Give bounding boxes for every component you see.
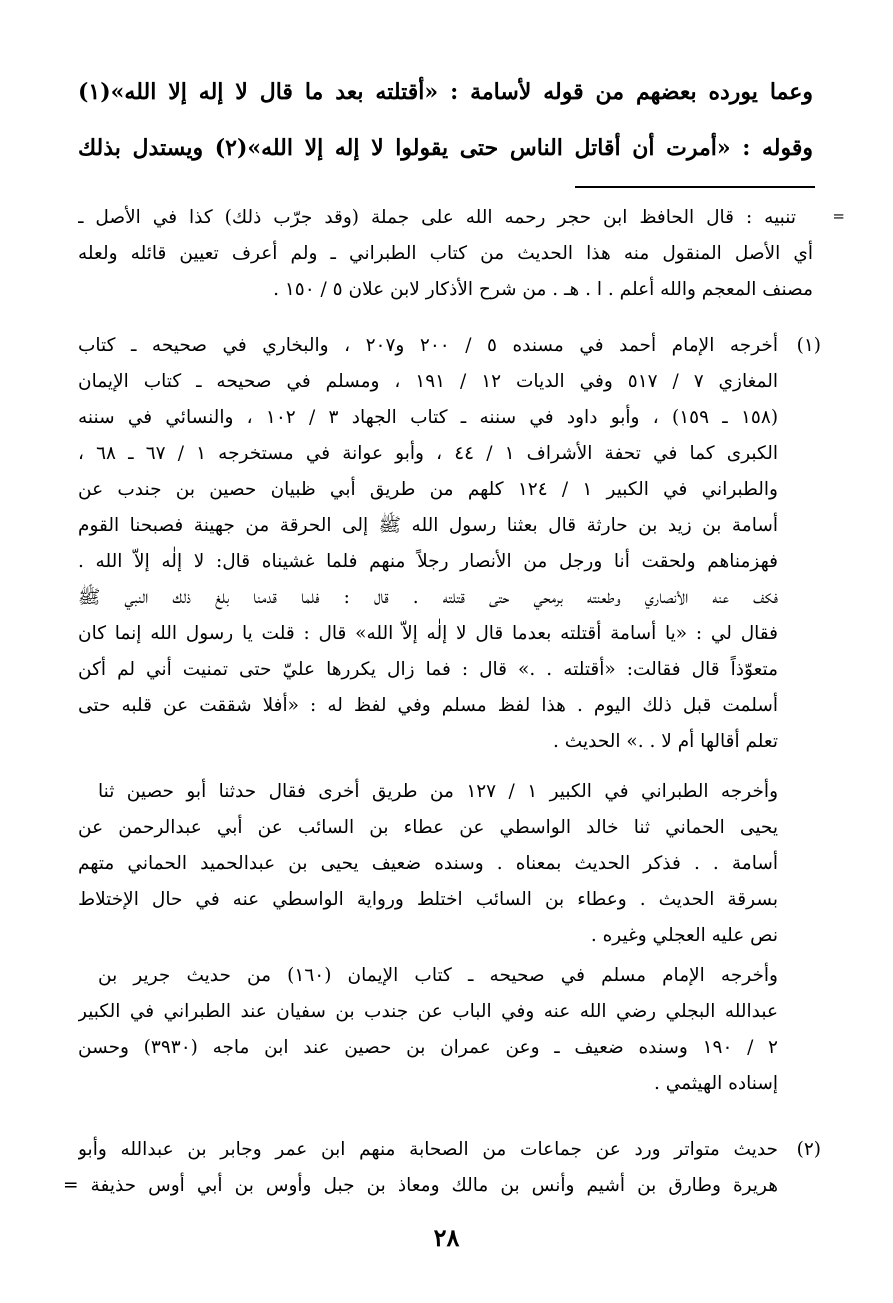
- note-line: مصنف المعجم والله أعلم . ا . هـ . من شرح الأذكار لابن علان ٥ / ١٥٠ .: [273, 279, 813, 300]
- main-text-line: وعما يورده بعضهم من قوله لأسامة : «أقتلته بعد ما قال لا إله إلا الله»(١): [78, 79, 813, 105]
- footnote-line: فقال لي : «يا أسامة أقتلته بعدما قال لا إلٰه إلاّ الله» قال : قلت يا رسول الله إنما كان: [78, 623, 778, 644]
- footnote-line: والطبراني في الكبير ١ / ١٢٤ كلهم من طريق أبي ظبيان حصين بن جندب عن: [78, 479, 778, 500]
- footnote-line: الكبرى كما في تحفة الأشراف ١ / ٤٤ ، وأبو عوانة في مستخرجه ١ / ٦٧ ـ ٦٨ ،: [78, 443, 778, 464]
- footnote-line: المغازي ٧ / ٥١٧ وفي الديات ١٢ / ١٩١ ، ومسلم في صحيحه ـ كتاب الإيمان: [78, 371, 778, 392]
- footnote-line: هريرة وطارق بن أشيم وأنس بن مالك ومعاذ بن جبل وأوس بن أبي أوس حذيفة =: [63, 1175, 778, 1196]
- footnote-line: أسلمت قبل ذلك اليوم . هذا لفظ مسلم وفي لفظ له : «أفلا شققت عن قلبه حتى: [78, 695, 778, 716]
- footnote-line: وأخرجه الإمام مسلم في صحيحه ـ كتاب الإيمان (١٦٠) من حديث جرير بن: [98, 965, 778, 986]
- footnote-line: نص عليه العجلي وغيره .: [590, 925, 778, 946]
- continuation-mark: =: [832, 207, 845, 225]
- footnote-line: حديث متواتر ورد عن جماعات من الصحابة منهم ابن عمر وجابر بن عبدالله وأبو: [78, 1139, 778, 1160]
- footnote-separator: [575, 186, 815, 188]
- note-line: تنبيه : قال الحافظ ابن حجر رحمه الله على جملة (وقد جرّب ذلك) كذا في الأصل ـ: [78, 207, 796, 228]
- footnote-number: (٢): [796, 1139, 821, 1160]
- footnote-number: (١): [796, 335, 821, 356]
- footnote-line: فكف عنه الأنصاري وطعنته برمحي حتى قتلته . قال : فلما قدمنا بلغ ذلك النبي ﷺ: [78, 587, 778, 608]
- footnote-line: فهزمناهم ولحقت أنا ورجل من الأنصار رجلاً منهم فلما غشيناه قال: لا إلٰه إلاّ الله .: [78, 551, 778, 572]
- main-text-line: وقوله : «أمرت أن أقاتل الناس حتى يقولوا لا إله إلا الله»(٢) ويستدل بذلك: [78, 135, 813, 161]
- footnote-line: أسامة بن زيد بن حارثة قال بعثنا رسول الله ﷺ إلى الحرقة من جهينة فصبحنا القوم: [78, 515, 778, 536]
- footnote-line: يحيى الحماني ثنا خالد الواسطي عن عطاء بن السائب عن أبي عبدالرحمن عن: [78, 817, 778, 838]
- footnote-line: أخرجه الإمام أحمد في مسنده ٥ / ٢٠٠ و٢٠٧ ، والبخاري في صحيحه ـ كتاب: [78, 335, 778, 356]
- footnote-line: عبدالله البجلي رضي الله عنه وفي الباب عن جندب بن سفيان عند الطبراني في الكبير: [78, 1001, 778, 1022]
- footnote-line: أسامة . . فذكر الحديث بمعناه . وسنده ضعيف يحيى بن عبدالحميد الحماني متهم: [78, 853, 778, 874]
- footnote-line: (١٥٨ ـ ١٥٩) ، وأبو داود في سننه ـ كتاب الجهاد ٣ / ١٠٢ ، والنسائي في سننه: [78, 407, 778, 428]
- note-line: أي الأصل المنقول منه هذا الحديث من كتاب الطبراني ـ ولم أعرف تعيين قائله ولعله: [78, 243, 813, 264]
- footnote-line: ٢ / ١٩٠ وسنده ضعيف ـ وعن عمران بن حصين عند ابن ماجه (٣٩٣٠) وحسن: [78, 1037, 778, 1058]
- footnote-line: إسناده الهيثمي .: [653, 1073, 778, 1094]
- footnote-line: وأخرجه الطبراني في الكبير ١ / ١٢٧ من طريق أخرى فقال حدثنا أبو حصين ثنا: [98, 781, 778, 802]
- page-number: ٢٨: [433, 1223, 460, 1252]
- footnote-line: متعوّذاً قال فقالت: «أقتلته . .» قال : فما زال يكررها عليّ حتى تمنيت أني لم أكن: [78, 659, 778, 680]
- footnote-line: تعلم أقالها أم لا . .» الحديث .: [553, 731, 778, 752]
- footnote-line: بسرقة الحديث . وعطاء بن السائب اختلط ورواية الواسطي عنه في حال الإختلاط: [78, 889, 778, 910]
